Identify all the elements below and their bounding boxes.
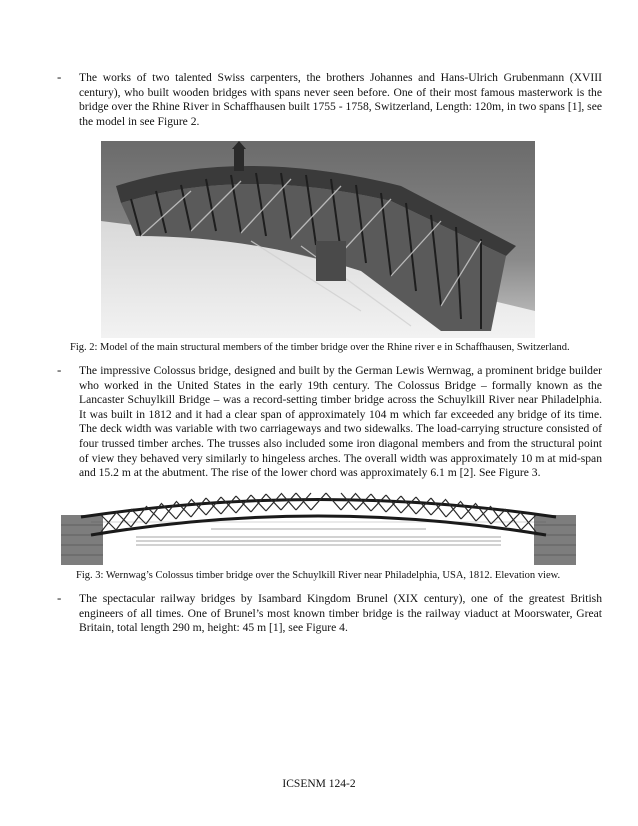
bullet-marker: - xyxy=(57,362,62,377)
bullet-text: The impressive Colossus bridge, designed and built by the German Lewis Wernwag, a prominent bridge builder who worked in the United States in the early 19th century. The Colossus Bridge – formally known as the Lancaster Schuylkill Bridge – was a record-setting timber bridge across the Schuylkill River near Philadelphia. It was built in 1812 and it had a clear span of approximately 104 m which far exceeded any bridge of its time. The deck width was variable with two carriageways and two sidewalks. The load-carrying structure consisted of four trussed timber arches. The trusses also included some iron diagonal members and from the structural point of view they behaved very similarly to hingeless arches. The overall width was approximately 10 m at mid-span and 15.2 m at the abutment. The rise of the lower chord was approximately 6.1 m [2]. See Figure 3. xyxy=(79,364,602,480)
bullet-marker: - xyxy=(57,69,62,84)
bullet-grubenmann xyxy=(57,71,602,129)
figure-3-caption: Fig. 3: Wernwag’s Colossus timber bridge over the Schuylkill River near Philadelphia, USA, 1812. Elevation view. xyxy=(76,570,561,581)
colossus-bridge-elevation-drawing xyxy=(61,487,576,565)
figure-3-image xyxy=(61,487,576,565)
bullet-text: The works of two talented Swiss carpenters, the brothers Johannes and Hans-Ulrich Grubenmann (XVIII century), who built wooden bridges with spans never seen before. One of their most famous masterwork is the bridge over the Rhine River in Schaffhausen built 1755 - 1758, Switzerland, Length: 120m, in two spans [1], see the model in see Figure 2. xyxy=(79,71,602,128)
bullet-text: The spectacular railway bridges by Isambard Kingdom Brunel (XIX century), one of the greatest British engineers of all times. One of Brunel’s most known timber bridge is the railway viaduct at Moorswater, Great Britain, total length 290 m, height: 45 m [1], see Figure 4. xyxy=(79,592,602,635)
bullet-colossus xyxy=(57,364,602,481)
bullet-marker: - xyxy=(57,590,62,605)
figure-2-caption: Fig. 2: Model of the main structural members of the timber bridge over the Rhine river e in Schaffhausen, Switzerland. xyxy=(70,342,570,353)
bullet-brunel xyxy=(57,592,602,636)
schaffhausen-bridge-model-photo xyxy=(101,141,535,338)
figure-2-image xyxy=(101,141,535,338)
page-footer: ICSENM 124-2 xyxy=(282,778,356,790)
